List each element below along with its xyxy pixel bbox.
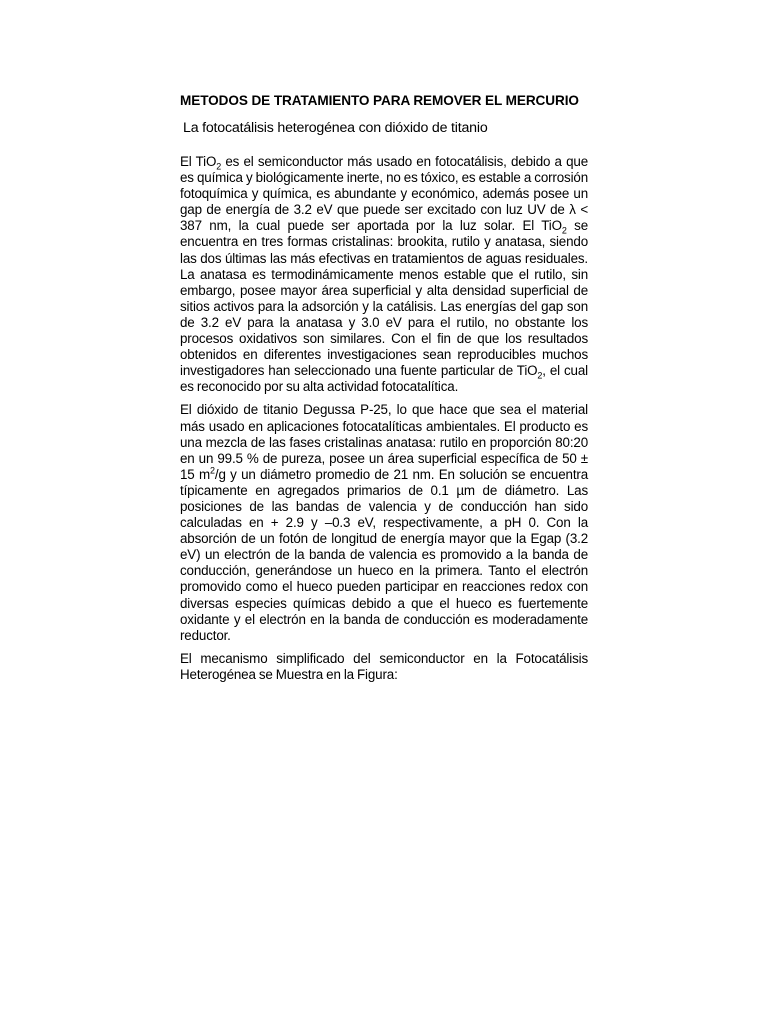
document-page xyxy=(180,92,588,683)
paragraph-2-text-a: El dióxido de titanio Degussa P-25, lo que hace que sea el material más usado en aplicaciones fotocatalíticas ambientales. El producto es una mezcla de las fases cristalinas anatasa: rutilo en proporción 80:20 en un 99.5 % de pureza, posee un área superficial específica de 50 ± 15 m xyxy=(180,402,588,482)
section-subtitle: La fotocatálisis heterogénea con dióxido de titanio xyxy=(183,120,488,136)
document-title: METODOS DE TRATAMIENTO PARA REMOVER EL MERCURIO xyxy=(180,93,579,108)
paragraph-1-text-a: El TiO xyxy=(180,154,217,169)
paragraph-2 xyxy=(180,402,588,643)
paragraph-2-text-b: /g y un diámetro promedio de 21 nm. En solución se encuentra típicamente en agregados primarios de 0.1 µm de diámetro. Las posiciones de las bandas de valencia y de conducción han sido calculadas en + 2.9 y –0.3 eV, respectivamente, a pH 0. Con la absorción de un fotón de longitud de energía mayor que la Egap (3.2 eV) un electrón de la banda de valencia es promovido a la banda de conducción, generándose un hueco en la primera. Tanto el electrón promovido como el hueco pueden participar en reacciones redox con diversas especies químicas debido a que el hueco es fuertemente oxidante y el electrón en la banda de conducción es moderadamente reductor. xyxy=(180,466,588,643)
paragraph-1-text-d: , el cual es reconocido por su alta actividad fotocatalítica. xyxy=(180,363,588,395)
subscript-2: 2 xyxy=(561,226,567,237)
subscript-2: 2 xyxy=(216,161,222,172)
paragraph-3: El mecanismo simplificado del semiconductor en la Fotocatálisis Heterogénea se Muestra en la Figura: xyxy=(180,650,588,682)
paragraph-1 xyxy=(180,154,588,395)
paragraph-1-text-c: se encuentra en tres formas cristalinas: brookita, rutilo y anatasa, siendo las dos últimas las más efectivas en tratamientos de aguas residuales. La anatasa es termodinámicamente menos estable que el rutilo, sin embargo, posee mayor área superficial y alta densidad superficial de sitios activos para la adsorción y la catálisis. Las energías del gap son de 3.2 eV para la anatasa y 3.0 eV para el rutilo, no obstante los procesos oxidativos son similares. Con el fin de que los resultados obtenidos en diferentes investigaciones sean reproducibles muchos investigadores han seleccionado una fuente particular de TiO xyxy=(180,218,588,379)
superscript-2: 2 xyxy=(210,465,215,476)
paragraph-1-text-b: es el semiconductor más usado en fotocatálisis, debido a que es química y biológicamente inerte, no es tóxico, es estable a corrosión fotoquímica y química, es abundante y económico, además posee un gap de energía de 3.2 eV que puede ser excitado con luz UV de λ < 387 nm, la cual puede ser aportada por la luz solar. El TiO xyxy=(180,154,588,234)
subscript-2: 2 xyxy=(537,370,543,381)
